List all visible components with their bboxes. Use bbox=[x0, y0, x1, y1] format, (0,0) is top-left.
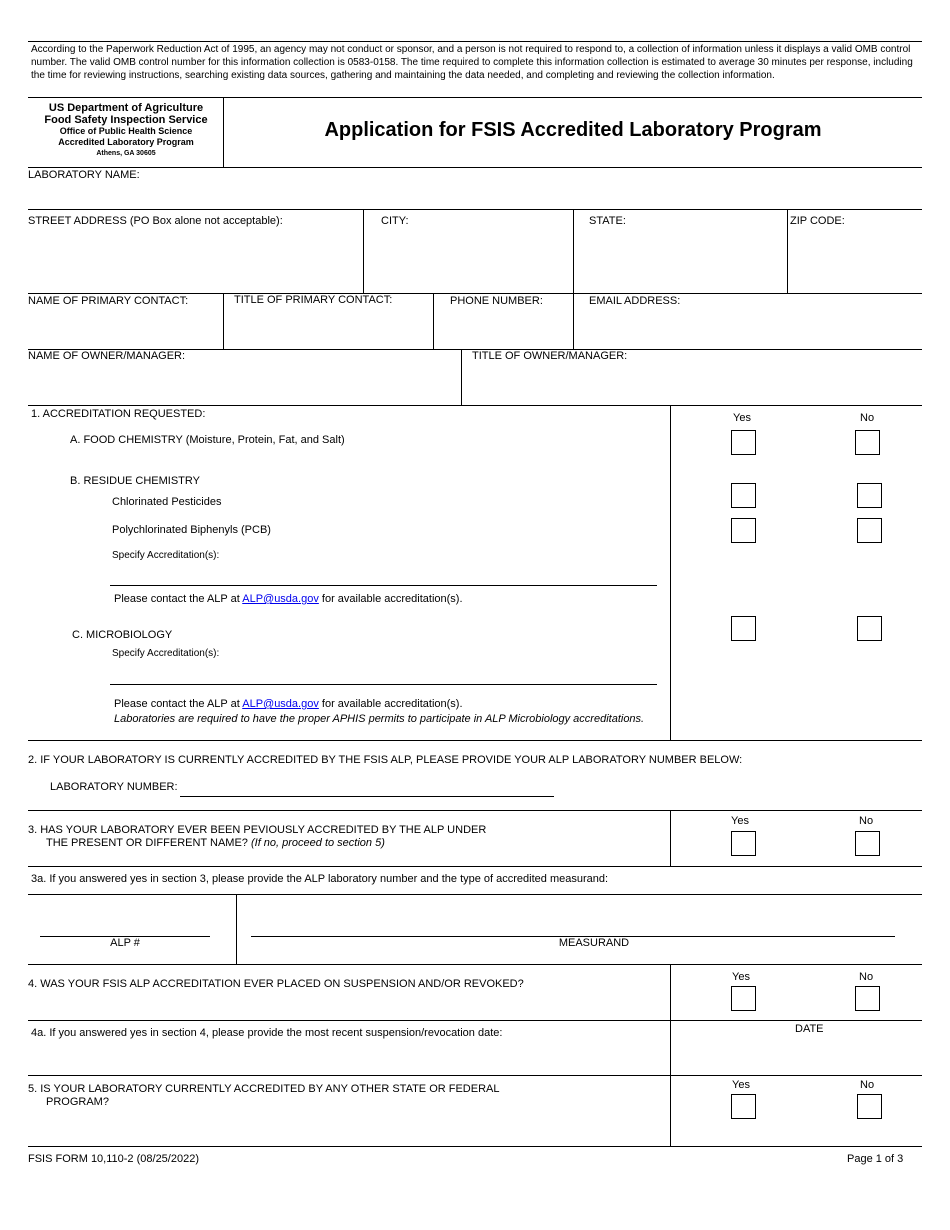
residue-specify-line bbox=[110, 585, 657, 586]
suspension-date-input[interactable] bbox=[676, 1040, 918, 1072]
agency-line: Accredited Laboratory Program bbox=[58, 137, 194, 147]
agency-line: Office of Public Health Science bbox=[59, 126, 193, 136]
phone-label: PHONE NUMBER: bbox=[450, 295, 543, 307]
food-chemistry-no-checkbox[interactable] bbox=[855, 430, 880, 455]
microbiology-no-checkbox[interactable] bbox=[857, 616, 882, 641]
street-label: STREET ADDRESS (PO Box alone not acceptable): bbox=[28, 215, 283, 227]
lab-number-input[interactable] bbox=[182, 778, 552, 795]
lab-name-input[interactable] bbox=[30, 185, 918, 207]
alp-number-input[interactable] bbox=[42, 915, 208, 935]
phone-input[interactable] bbox=[436, 312, 570, 346]
alp-email-link[interactable]: ALP@usda.gov bbox=[242, 698, 319, 710]
food-chemistry-label: A. FOOD CHEMISTRY (Moisture, Protein, Fat, and Salt) bbox=[70, 434, 345, 446]
other-accreditation-no-checkbox[interactable] bbox=[857, 1094, 882, 1119]
yes-label: Yes bbox=[733, 412, 751, 424]
divider bbox=[670, 405, 671, 740]
email-input[interactable] bbox=[576, 312, 918, 346]
section-5-line2: PROGRAM? bbox=[46, 1096, 109, 1108]
previously-accredited-yes-checkbox[interactable] bbox=[731, 831, 756, 856]
city-label: CITY: bbox=[381, 215, 409, 227]
divider bbox=[28, 167, 922, 168]
divider bbox=[28, 1146, 922, 1147]
zip-input[interactable] bbox=[790, 232, 918, 290]
micro-specify-line bbox=[110, 684, 657, 685]
section-4-text: 4. WAS YOUR FSIS ALP ACCREDITATION EVER PLACED ON SUSPENSION AND/OR REVOKED? bbox=[28, 978, 524, 990]
no-label: No bbox=[860, 1079, 875, 1091]
divider bbox=[573, 209, 574, 349]
agency-line: Food Safety Inspection Service bbox=[44, 114, 208, 126]
divider bbox=[236, 894, 237, 964]
divider bbox=[28, 1075, 922, 1076]
suspension-no-checkbox[interactable] bbox=[855, 986, 880, 1011]
section-1-heading: 1. ACCREDITATION REQUESTED: bbox=[31, 408, 206, 420]
owner-title-input[interactable] bbox=[464, 368, 918, 402]
divider bbox=[28, 293, 922, 294]
primary-contact-label: NAME OF PRIMARY CONTACT: bbox=[28, 295, 189, 307]
owner-name-label: NAME OF OWNER/MANAGER: bbox=[28, 350, 186, 362]
paperwork-notice: According to the Paperwork Reduction Act of 1995, an agency may not conduct or sponsor, and a person is not required to respond to, a collection of information unless it displays a valid OMB control number. The valid OMB control number for this information collection is 0583-0158. The time required to complete this information collection is estimated to average 30 minutes per response, including the time for reviewing instructions, searching existing data sources, gathering and maintaining the data needed, and completing and reviewing the collection information. bbox=[31, 44, 913, 81]
street-input[interactable] bbox=[30, 232, 360, 290]
micro-contact-note: Please contact the ALP at ALP@usda.gov for available accreditation(s). bbox=[114, 698, 463, 710]
city-input[interactable] bbox=[366, 232, 570, 290]
divider bbox=[787, 209, 788, 293]
divider bbox=[670, 810, 671, 866]
suspension-yes-checkbox[interactable] bbox=[731, 986, 756, 1011]
lab-name-label: LABORATORY NAME: bbox=[28, 169, 140, 181]
pcb-yes-checkbox[interactable] bbox=[731, 518, 756, 543]
primary-title-label: TITLE OF PRIMARY CONTACT: bbox=[234, 294, 393, 306]
microbiology-label: C. MICROBIOLOGY bbox=[72, 629, 173, 641]
state-input[interactable] bbox=[576, 232, 784, 290]
yes-label: Yes bbox=[731, 815, 749, 827]
yes-label: Yes bbox=[732, 1079, 750, 1091]
no-label: No bbox=[860, 412, 875, 424]
divider bbox=[28, 1020, 922, 1021]
divider bbox=[670, 964, 671, 1146]
previously-accredited-no-checkbox[interactable] bbox=[855, 831, 880, 856]
lab-number-line bbox=[180, 796, 554, 797]
owner-name-input[interactable] bbox=[30, 368, 458, 402]
alp-email-link[interactable]: ALP@usda.gov bbox=[242, 593, 319, 605]
section-5-line1: 5. IS YOUR LABORATORY CURRENTLY ACCREDITED BY ANY OTHER STATE OR FEDERAL bbox=[28, 1083, 500, 1095]
section-2-text: 2. IF YOUR LABORATORY IS CURRENTLY ACCREDITED BY THE FSIS ALP, PLEASE PROVIDE YOUR ALP LABORATORY NUMBER BELOW: bbox=[28, 754, 743, 766]
section-3-line1: 3. HAS YOUR LABORATORY EVER BEEN PEVIOUSLY ACCREDITED BY THE ALP UNDER bbox=[28, 824, 487, 836]
divider bbox=[28, 740, 922, 741]
zip-label: ZIP CODE: bbox=[790, 215, 845, 227]
form-title: Application for FSIS Accredited Laboratory Program bbox=[324, 119, 822, 141]
chlorinated-pesticides-no-checkbox[interactable] bbox=[857, 483, 882, 508]
divider bbox=[28, 894, 922, 895]
yes-label: Yes bbox=[732, 971, 750, 983]
residue-chemistry-label: B. RESIDUE CHEMISTRY bbox=[70, 475, 200, 487]
state-label: STATE: bbox=[589, 215, 626, 227]
divider bbox=[461, 349, 462, 405]
measurand-label: MEASURAND bbox=[558, 937, 630, 949]
specify-accreditation-label: Specify Accreditation(s): bbox=[112, 550, 220, 561]
owner-title-label: TITLE OF OWNER/MANAGER: bbox=[472, 350, 628, 362]
divider bbox=[223, 293, 224, 349]
measurand-input[interactable] bbox=[253, 915, 893, 935]
residue-specify-input[interactable] bbox=[112, 566, 655, 584]
agency-block bbox=[30, 102, 222, 160]
divider bbox=[28, 405, 922, 406]
divider bbox=[28, 97, 922, 98]
pcb-label: Polychlorinated Biphenyls (PCB) bbox=[112, 524, 271, 536]
divider bbox=[28, 866, 922, 867]
divider bbox=[363, 209, 364, 293]
alp-number-label: ALP # bbox=[110, 937, 140, 949]
agency-address: Athens, GA 30605 bbox=[96, 150, 156, 157]
divider bbox=[28, 810, 922, 811]
chlorinated-pesticides-yes-checkbox[interactable] bbox=[731, 483, 756, 508]
micro-specify-input[interactable] bbox=[112, 664, 655, 683]
food-chemistry-yes-checkbox[interactable] bbox=[731, 430, 756, 455]
email-label: EMAIL ADDRESS: bbox=[589, 295, 681, 307]
other-accreditation-yes-checkbox[interactable] bbox=[731, 1094, 756, 1119]
residue-contact-note: Please contact the ALP at ALP@usda.gov for available accreditation(s). bbox=[114, 593, 463, 605]
section-3-line2: THE PRESENT OR DIFFERENT NAME? (If no, proceed to section 5) bbox=[46, 837, 385, 849]
page-number: Page 1 of 3 bbox=[847, 1153, 904, 1165]
chlorinated-pesticides-label: Chlorinated Pesticides bbox=[112, 496, 222, 508]
no-label: No bbox=[859, 815, 874, 827]
form-number: FSIS FORM 10,110-2 (08/25/2022) bbox=[28, 1153, 199, 1165]
primary-contact-input[interactable] bbox=[30, 312, 220, 346]
no-label: No bbox=[859, 971, 874, 983]
section-4a-text: 4a. If you answered yes in section 4, please provide the most recent suspension/revocation date: bbox=[31, 1027, 503, 1039]
aphis-note: Laboratories are required to have the proper APHIS permits to participate in ALP Microbiology accreditations. bbox=[114, 713, 645, 725]
primary-title-input[interactable] bbox=[226, 312, 430, 346]
divider bbox=[28, 964, 922, 965]
section-3a-text: 3a. If you answered yes in section 3, please provide the ALP laboratory number and the type of accredited measurand: bbox=[31, 873, 609, 885]
date-label: DATE bbox=[795, 1023, 824, 1035]
agency-line: US Department of Agriculture bbox=[48, 102, 204, 114]
lab-number-label: LABORATORY NUMBER: bbox=[50, 781, 178, 793]
microbiology-yes-checkbox[interactable] bbox=[731, 616, 756, 641]
specify-accreditation-label: Specify Accreditation(s): bbox=[112, 648, 220, 659]
pcb-no-checkbox[interactable] bbox=[857, 518, 882, 543]
divider bbox=[433, 293, 434, 349]
top-border bbox=[28, 41, 922, 42]
